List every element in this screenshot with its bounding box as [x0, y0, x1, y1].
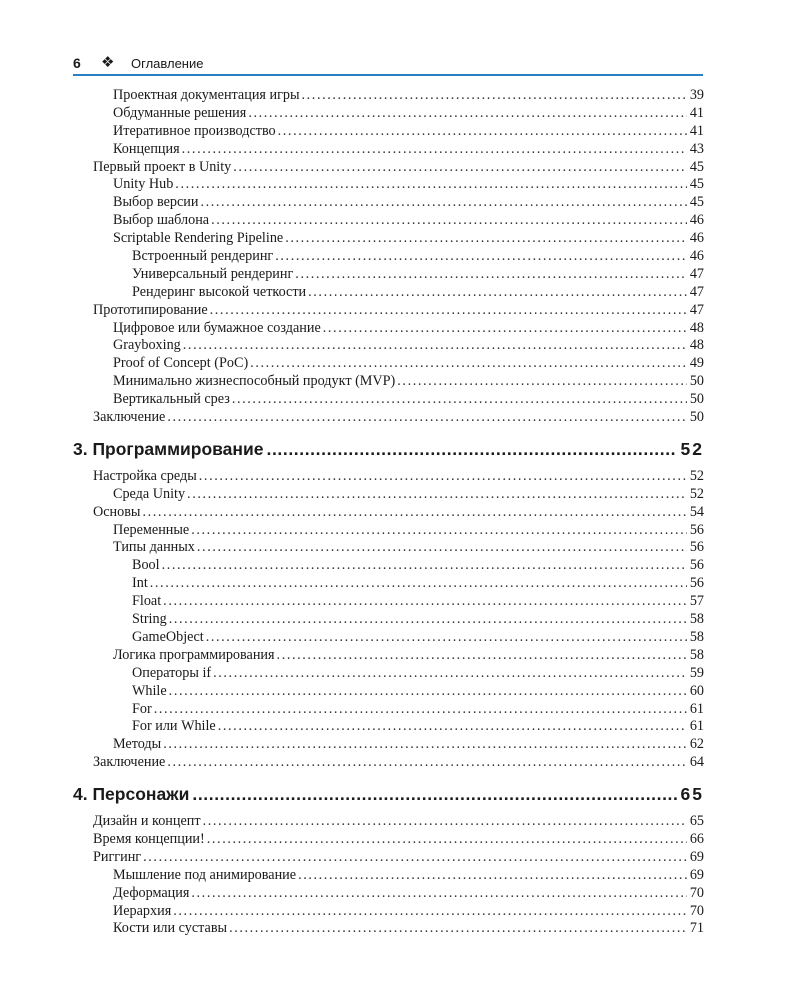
dot-leader	[200, 194, 686, 212]
dot-leader	[206, 629, 687, 647]
dot-leader	[175, 176, 687, 194]
toc-entry-title: Unity Hub	[113, 176, 174, 193]
dot-leader	[154, 701, 687, 719]
toc-entry-page: 47	[689, 265, 704, 282]
toc-entry-page: 65	[689, 813, 704, 830]
toc-entry-title: Проектная документация игры	[113, 87, 300, 103]
toc-entry[interactable]	[73, 665, 704, 683]
toc-entry[interactable]	[73, 504, 704, 522]
toc-entry-title: Выбор версии	[113, 194, 199, 211]
dot-leader	[308, 284, 687, 302]
toc-entry-title: Универсальный рендеринг	[132, 265, 294, 282]
toc-entry[interactable]	[73, 611, 704, 629]
dot-leader	[143, 849, 687, 867]
toc-entry-page: 48	[689, 337, 704, 354]
dot-leader	[295, 266, 687, 284]
toc-entry-title: Обдуманные решения	[113, 104, 247, 121]
dot-leader	[210, 302, 687, 320]
toc-entry[interactable]	[73, 212, 704, 230]
toc-entry[interactable]	[73, 754, 704, 772]
chapter-page: 52	[680, 438, 704, 459]
toc-entry-title: Методы	[113, 736, 162, 753]
toc-entry-page: 60	[689, 682, 704, 699]
dot-leader	[207, 831, 687, 849]
toc-entry-page: 48	[689, 319, 704, 336]
toc-entry-title: Типы данных	[113, 539, 195, 556]
table-of-contents	[73, 87, 704, 938]
toc-entry[interactable]	[73, 736, 704, 754]
toc-entry-title: Цифровое или бумажное создание	[113, 319, 321, 336]
dot-leader	[167, 754, 686, 772]
toc-entry[interactable]	[73, 867, 704, 885]
dot-leader	[233, 159, 687, 177]
toc-entry-page: 50	[689, 373, 704, 390]
toc-entry-title: Итеративное производство	[113, 122, 276, 139]
toc-entry-page: 52	[689, 467, 704, 484]
dot-leader	[232, 391, 687, 409]
toc-entry-page: 56	[689, 575, 704, 592]
dot-leader	[163, 736, 687, 754]
chapter-title: 3. Программирование	[73, 438, 264, 459]
dot-leader	[213, 665, 687, 683]
toc-entry-page: 57	[689, 593, 704, 610]
toc-entry-page: 61	[689, 718, 704, 735]
toc-entry-page: 64	[689, 754, 704, 771]
dot-leader	[277, 647, 687, 665]
toc-entry-page: 47	[689, 301, 704, 318]
toc-entry-title: Риггинг	[93, 848, 142, 865]
section-title: Оглавление	[131, 56, 204, 71]
toc-entry[interactable]	[73, 903, 704, 921]
dot-leader	[163, 593, 687, 611]
toc-entry-title: Логика программирования	[113, 646, 275, 663]
toc-entry[interactable]	[73, 718, 704, 736]
chapter-title: 4. Персонажи	[73, 784, 190, 805]
toc-entry-page: 43	[689, 140, 704, 157]
toc-entry[interactable]	[73, 701, 704, 719]
running-header	[73, 55, 703, 73]
toc-entry-page: 59	[689, 664, 704, 681]
toc-entry[interactable]	[73, 885, 704, 903]
toc-entry-page: 56	[689, 557, 704, 574]
toc-entry-title: Дизайн и концепт	[93, 813, 201, 830]
toc-entry-page: 66	[689, 830, 704, 847]
toc-entry-title: Среда Unity	[113, 485, 186, 502]
toc-entry-page: 70	[689, 884, 704, 901]
page-number: 6	[73, 55, 81, 71]
toc-entry[interactable]	[73, 373, 704, 391]
toc-entry-page: 69	[689, 848, 704, 865]
toc-entry[interactable]	[73, 105, 704, 123]
dot-leader	[218, 718, 687, 736]
toc-entry-page: 69	[689, 866, 704, 883]
toc-entry[interactable]	[73, 159, 704, 177]
toc-entry-page: 56	[689, 521, 704, 538]
dot-leader	[162, 557, 687, 575]
toc-entry-page: 41	[689, 104, 704, 121]
toc-group-2	[73, 468, 704, 772]
diamond-ornament-icon: ❖	[101, 54, 115, 71]
toc-entry-title: String	[132, 611, 167, 628]
dot-leader	[229, 920, 687, 938]
toc-entry[interactable]	[73, 266, 704, 284]
toc-entry-title: Вертикальный срез	[113, 391, 230, 408]
toc-chapter-3[interactable]	[73, 438, 704, 460]
dot-leader	[250, 355, 687, 373]
toc-entry-title: Деформация	[113, 884, 190, 901]
dot-leader	[211, 212, 687, 230]
toc-entry-title: Минимально жизнеспособный продукт (MVP)	[113, 373, 396, 390]
dot-leader	[169, 683, 687, 701]
toc-entry[interactable]	[73, 849, 704, 867]
toc-entry-title: Встроенный рендеринг	[132, 248, 274, 265]
dot-leader	[323, 320, 687, 338]
toc-entry-title: Переменные	[113, 521, 190, 538]
toc-entry-page: 47	[689, 283, 704, 300]
dot-leader	[173, 903, 687, 921]
toc-entry[interactable]	[73, 683, 704, 701]
toc-entry-page: 58	[689, 611, 704, 628]
toc-entry[interactable]	[73, 522, 704, 540]
dot-leader	[275, 248, 687, 266]
toc-entry-page: 58	[689, 646, 704, 663]
toc-entry-title: Прототипирование	[93, 301, 208, 318]
toc-entry[interactable]	[73, 302, 704, 320]
toc-entry[interactable]	[73, 647, 704, 665]
toc-entry-title: For	[132, 700, 152, 717]
toc-entry-title: GameObject	[132, 628, 204, 645]
toc-entry-title: For или While	[132, 718, 216, 735]
dot-leader	[167, 409, 686, 427]
toc-entry[interactable]	[73, 284, 704, 302]
toc-entry-title: Операторы if	[132, 664, 212, 681]
toc-entry-title: Заключение	[93, 409, 166, 426]
toc-entry-title: Выбор шаблона	[113, 212, 210, 229]
toc-entry-page: 46	[689, 230, 704, 247]
dot-leader	[203, 813, 687, 831]
dot-leader	[192, 783, 676, 805]
toc-entry[interactable]	[73, 629, 704, 647]
toc-entry-page: 45	[689, 194, 704, 211]
toc-entry[interactable]	[73, 248, 704, 266]
dot-leader	[191, 522, 687, 540]
dot-leader	[298, 867, 687, 885]
dot-leader	[182, 141, 687, 159]
toc-entry[interactable]	[73, 593, 704, 611]
dot-leader	[187, 486, 687, 504]
toc-entry-page: 50	[689, 409, 704, 426]
toc-entry-page: 61	[689, 700, 704, 717]
toc-entry[interactable]	[73, 409, 704, 427]
toc-group-3	[73, 813, 704, 938]
toc-entry-title: Bool	[132, 557, 160, 574]
toc-entry-page: 49	[689, 355, 704, 372]
toc-entry[interactable]	[73, 468, 704, 486]
toc-entry-page: 46	[689, 212, 704, 229]
dot-leader	[199, 468, 687, 486]
toc-entry-page: 54	[689, 503, 704, 520]
toc-entry[interactable]	[73, 320, 704, 338]
toc-entry-title: Кости или суставы	[113, 920, 228, 937]
toc-entry-title: Рендеринг высокой четкости	[132, 283, 307, 300]
toc-entry[interactable]	[73, 176, 704, 194]
header-rule	[73, 74, 703, 76]
toc-entry-title: Первый проект в Unity	[93, 158, 232, 175]
toc-entry-title: Proof of Concept (PoC)	[113, 355, 249, 372]
dot-leader	[197, 539, 687, 557]
toc-entry-page: 41	[689, 122, 704, 139]
dot-leader	[169, 611, 687, 629]
toc-entry[interactable]	[73, 141, 704, 159]
toc-entry[interactable]	[73, 813, 704, 831]
toc-entry-title: Настройка среды	[93, 467, 197, 484]
toc-entry-page: 70	[689, 902, 704, 919]
toc-entry-page: 71	[689, 920, 704, 937]
toc-entry-title: While	[132, 682, 167, 699]
dot-leader	[397, 373, 687, 391]
toc-group-1	[73, 87, 704, 427]
toc-entry-title: Заключение	[93, 754, 166, 771]
toc-entry[interactable]	[73, 557, 704, 575]
toc-entry[interactable]	[73, 230, 704, 248]
toc-entry-page: 39	[689, 87, 704, 103]
toc-chapter-4[interactable]	[73, 783, 704, 805]
toc-entry-title: Концепция	[113, 140, 180, 157]
dot-leader	[266, 438, 676, 460]
toc-entry-page: 58	[689, 628, 704, 645]
dot-leader	[183, 337, 687, 355]
dot-leader	[248, 105, 687, 123]
toc-entry[interactable]	[73, 539, 704, 557]
dot-leader	[150, 575, 687, 593]
toc-entry[interactable]	[73, 355, 704, 373]
toc-entry[interactable]	[73, 87, 704, 105]
toc-entry-page: 50	[689, 391, 704, 408]
toc-entry-page: 45	[689, 158, 704, 175]
toc-entry-page: 62	[689, 736, 704, 753]
dot-leader	[285, 230, 687, 248]
toc-entry-title: Float	[132, 593, 162, 610]
toc-entry-page: 56	[689, 539, 704, 556]
dot-leader	[278, 123, 687, 141]
toc-entry[interactable]	[73, 575, 704, 593]
toc-entry[interactable]	[73, 831, 704, 849]
toc-entry[interactable]	[73, 123, 704, 141]
toc-entry-title: Время концепции!	[93, 830, 205, 847]
toc-entry-page: 46	[689, 248, 704, 265]
toc-entry[interactable]	[73, 486, 704, 504]
toc-entry-title: Int	[132, 575, 148, 592]
toc-entry[interactable]	[73, 337, 704, 355]
dot-leader	[302, 87, 687, 105]
chapter-page: 65	[680, 784, 704, 805]
dot-leader	[191, 885, 686, 903]
toc-entry[interactable]	[73, 920, 704, 938]
toc-entry-page: 45	[689, 176, 704, 193]
dot-leader	[142, 504, 686, 522]
toc-entry-title: Иерархия	[113, 902, 172, 919]
toc-entry[interactable]	[73, 194, 704, 212]
toc-entry-title: Grayboxing	[113, 337, 181, 354]
toc-entry[interactable]	[73, 391, 704, 409]
toc-entry-title: Мышление под анимирование	[113, 866, 297, 883]
toc-entry-page: 52	[689, 485, 704, 502]
toc-entry-title: Scriptable Rendering Pipeline	[113, 230, 284, 247]
toc-entry-title: Основы	[93, 503, 141, 520]
